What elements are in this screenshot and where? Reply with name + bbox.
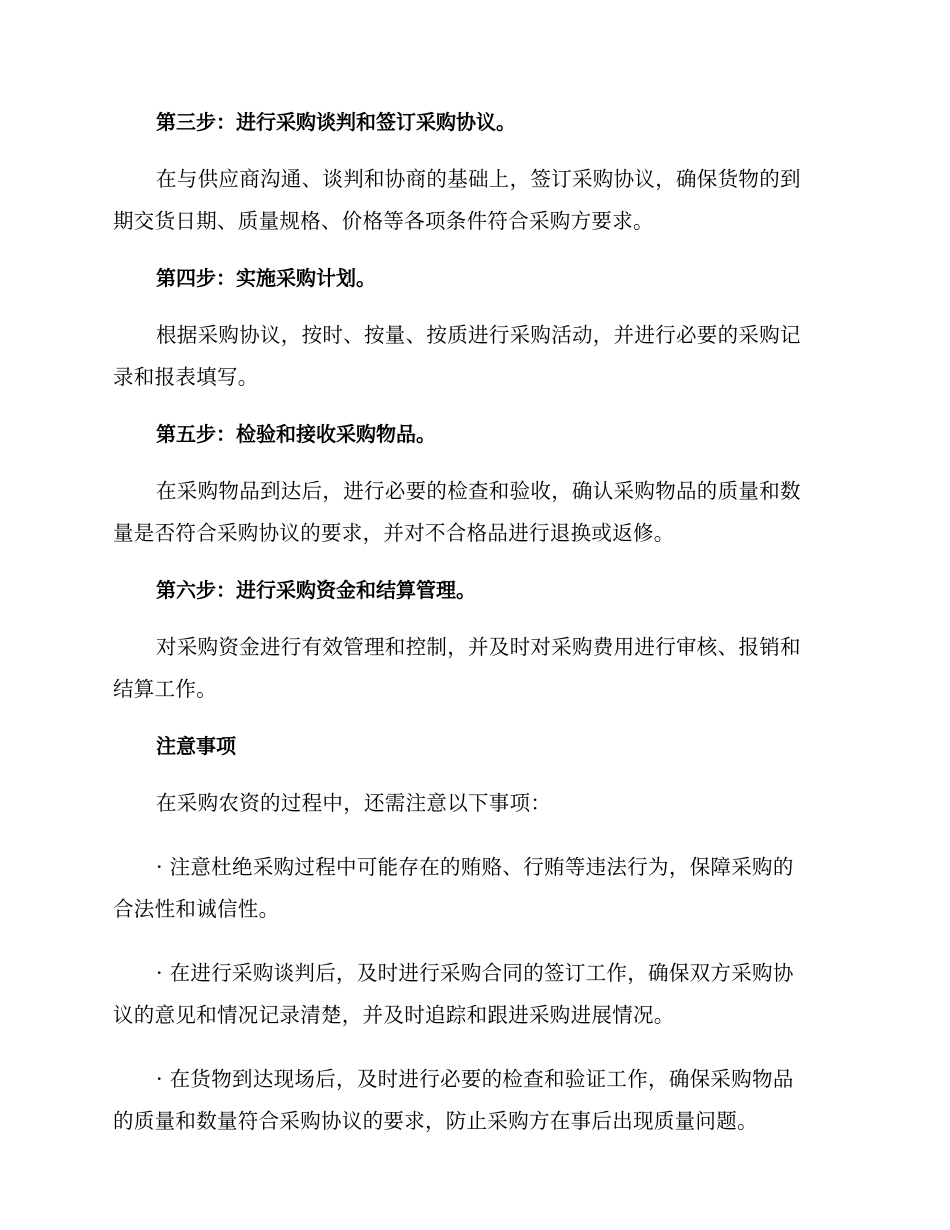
bullet-line: · 在进行采购谈判后，及时进行采购合同的签订工作，确保双方采购协 bbox=[156, 961, 794, 985]
section-step-6 bbox=[113, 576, 835, 710]
section-heading: 第六步：进行采购资金和结算管理。 bbox=[156, 578, 476, 602]
section-step-3 bbox=[113, 108, 835, 242]
section-step-5 bbox=[113, 420, 835, 554]
bullet-line: · 注意杜绝采购过程中可能存在的贿赂、行贿等违法行为，保障采购的 bbox=[156, 855, 794, 879]
paragraph-line: 对采购资金进行有效管理和控制，并及时对采购费用进行审核、报销和 bbox=[156, 635, 801, 659]
section-paragraph bbox=[113, 314, 835, 398]
notes-bullet-item bbox=[113, 1058, 835, 1142]
section-heading: 第四步：实施采购计划。 bbox=[156, 266, 376, 290]
notes-intro: 在采购农资的过程中，还需注意以下事项： bbox=[156, 791, 552, 815]
paragraph-line: 录和报表填写。 bbox=[113, 365, 259, 389]
paragraph-line: 在采购物品到达后，进行必要的检查和验收，确认采购物品的质量和数 bbox=[156, 479, 801, 503]
notes-section bbox=[113, 732, 835, 1142]
section-step-4 bbox=[113, 264, 835, 398]
bullet-line: · 在货物到达现场后，及时进行必要的检查和验证工作，确保采购物品 bbox=[156, 1067, 794, 1091]
section-paragraph bbox=[113, 470, 835, 554]
paragraph-line: 期交货日期、质量规格、价格等各项条件符合采购方要求。 bbox=[113, 209, 654, 233]
paragraph-line: 量是否符合采购协议的要求，并对不合格品进行退换或返修。 bbox=[113, 521, 675, 545]
section-paragraph bbox=[113, 626, 835, 710]
section-heading: 第五步：检验和接收采购物品。 bbox=[156, 422, 436, 446]
section-paragraph bbox=[113, 158, 835, 242]
notes-bullet-item bbox=[113, 846, 835, 930]
paragraph-line: 结算工作。 bbox=[113, 677, 217, 701]
bullet-line: 合法性和诚信性。 bbox=[113, 897, 280, 921]
bullet-line: 议的意见和情况记录清楚，并及时追踪和跟进采购进展情况。 bbox=[113, 1003, 675, 1027]
paragraph-line: 根据采购协议，按时、按量、按质进行采购活动，并进行必要的采购记 bbox=[156, 323, 801, 347]
document-page bbox=[113, 108, 835, 1164]
bullet-line: 的质量和数量符合采购协议的要求，防止采购方在事后出现质量问题。 bbox=[113, 1109, 758, 1133]
notes-bullet-item bbox=[113, 952, 835, 1036]
notes-heading: 注意事项 bbox=[156, 734, 236, 758]
section-heading: 第三步：进行采购谈判和签订采购协议。 bbox=[156, 110, 516, 134]
paragraph-line: 在与供应商沟通、谈判和协商的基础上，签订采购协议，确保货物的到 bbox=[156, 167, 801, 191]
